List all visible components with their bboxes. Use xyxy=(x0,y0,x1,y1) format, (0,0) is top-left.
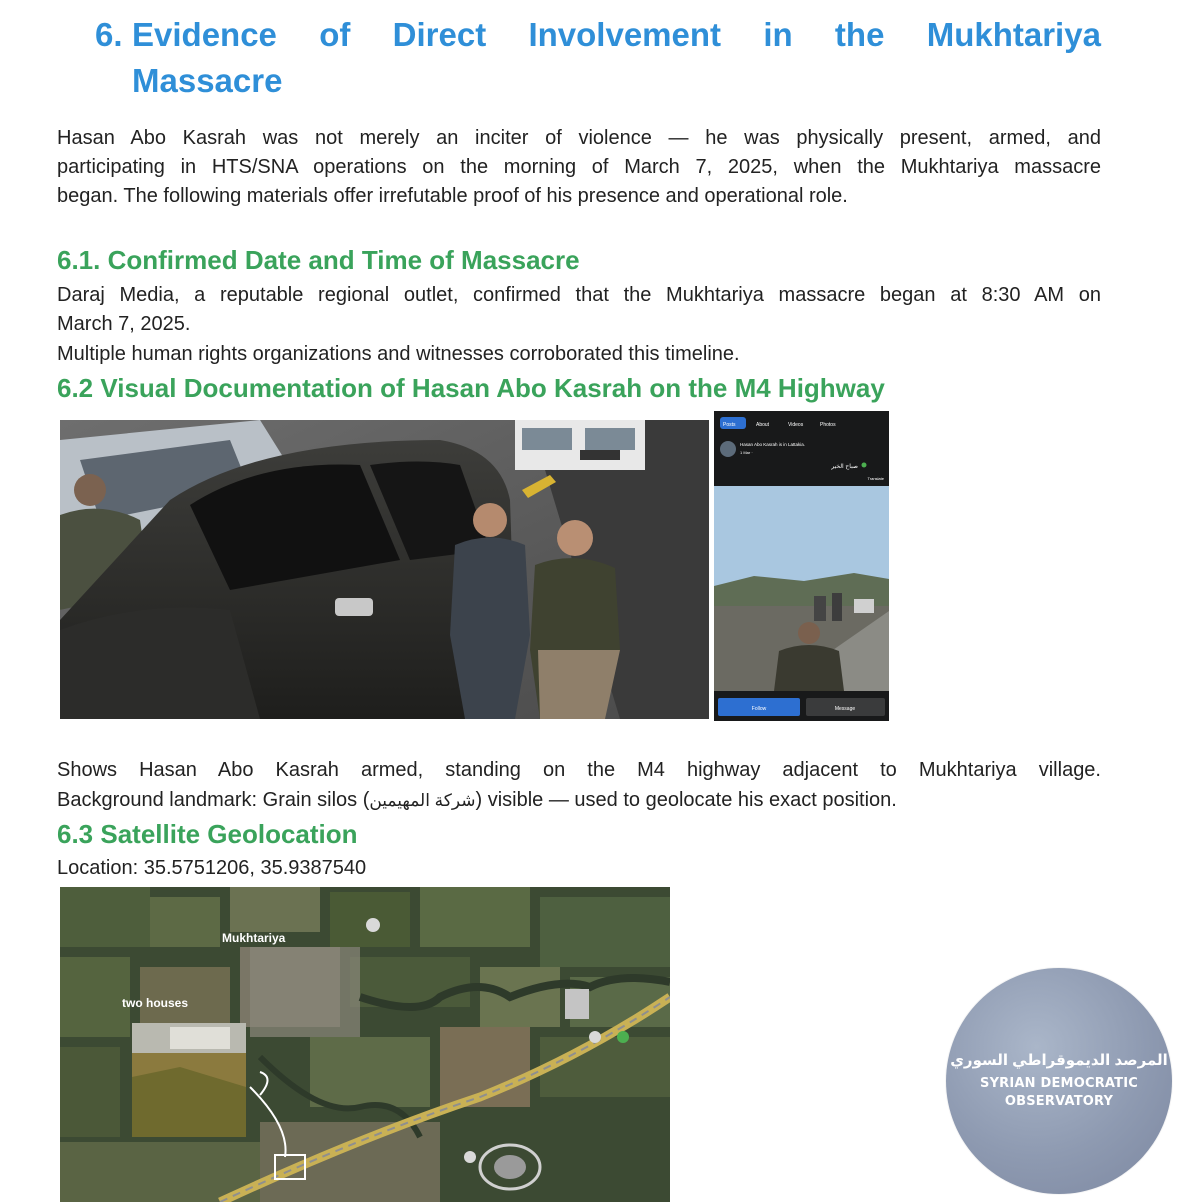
intro-line-1: Hasan Abo Kasrah was not merely an inciter of violence — he was physically present, armed, and xyxy=(57,127,1101,149)
location-line: Location: 35.5751206, 35.9387540 xyxy=(57,857,367,879)
intro-line-3: began. The following materials offer irrefutable proof of his presence and operational role. xyxy=(57,185,848,207)
subsection-6-3-title: 6.3 Satellite Geolocation xyxy=(57,819,358,849)
sub61-line-2: March 7, 2025. xyxy=(57,313,191,335)
section-title-word: Direct xyxy=(392,16,487,53)
fb-tab-photos[interactable]: Photos xyxy=(820,422,836,428)
section-title-word: Mukhtariya xyxy=(926,16,1101,53)
observatory-logo-badge xyxy=(946,968,1172,1194)
satellite-map xyxy=(60,887,670,1202)
fb-name-line: Hasan Abo Kasrah is in Lattakia. xyxy=(740,442,806,447)
photo-caption-line-2 xyxy=(57,786,1101,816)
map-pin-icon xyxy=(366,918,380,932)
sub61-line-1: Daraj Media, a reputable regional outlet, confirmed that the Mukhtariya massacre began at 8:30 AM on xyxy=(57,284,1101,306)
fb-follow-label: Follow xyxy=(751,706,767,712)
map-pin-icon xyxy=(464,1151,476,1163)
map-pin-icon xyxy=(589,1031,601,1043)
fb-tab-videos[interactable]: Videos xyxy=(788,422,804,428)
map-label-village: Mukhtariya xyxy=(222,931,286,945)
section-title-word: the xyxy=(834,16,885,53)
fb-tab-about[interactable]: About xyxy=(756,422,770,428)
highway-photo xyxy=(60,420,709,719)
intro-line-2: participating in HTS/SNA operations on the morning of March 7, 2025, when the Mukhtariya massacre xyxy=(57,156,1101,178)
photo-caption-line-1: Shows Hasan Abo Kasrah armed, standing on the M4 highway adjacent to Mukhtariya village. xyxy=(57,759,1101,781)
map-pin-icon xyxy=(617,1031,629,1043)
section-title-word: in xyxy=(763,16,793,53)
subsection-6-1-title: 6.1. Confirmed Date and Time of Massacre xyxy=(57,245,580,275)
section-title-word: Involvement xyxy=(528,16,722,53)
fb-arabic-line: صباح الخير xyxy=(831,464,858,470)
section-title-word: of xyxy=(319,16,351,53)
avatar xyxy=(720,441,736,457)
sub61-line-3: Multiple human rights organizations and witnesses corroborated this timeline. xyxy=(57,343,740,365)
section-title-line2: Massacre xyxy=(132,62,283,99)
caption-text: ) visible — used to geolocate his exact position. xyxy=(475,789,897,811)
section-title-line1 xyxy=(132,12,1101,58)
fb-time-line: 1 Mar · xyxy=(740,450,753,455)
caption-text: Background landmark: Grain silos ( xyxy=(57,789,370,811)
badge-arabic-text: المرصد الديموقراطي السوري xyxy=(950,1052,1168,1069)
section-title-word: Evidence xyxy=(132,16,277,53)
subsection-6-2-title: 6.2 Visual Documentation of Hasan Abo Kasrah on the M4 Highway xyxy=(57,373,885,403)
map-label-houses: two houses xyxy=(122,996,189,1010)
fb-message-label: Message xyxy=(834,706,856,712)
caption-arabic: شركة المهيمين xyxy=(369,791,476,810)
facebook-post-screenshot xyxy=(714,411,889,721)
badge-english-text: SYRIAN DEMOCRATIC OBSERVATORY xyxy=(980,1076,1138,1109)
section-number: 6. xyxy=(95,16,123,53)
fb-translate[interactable]: Translate xyxy=(867,476,884,481)
fb-tab-posts[interactable]: Posts xyxy=(723,422,736,428)
